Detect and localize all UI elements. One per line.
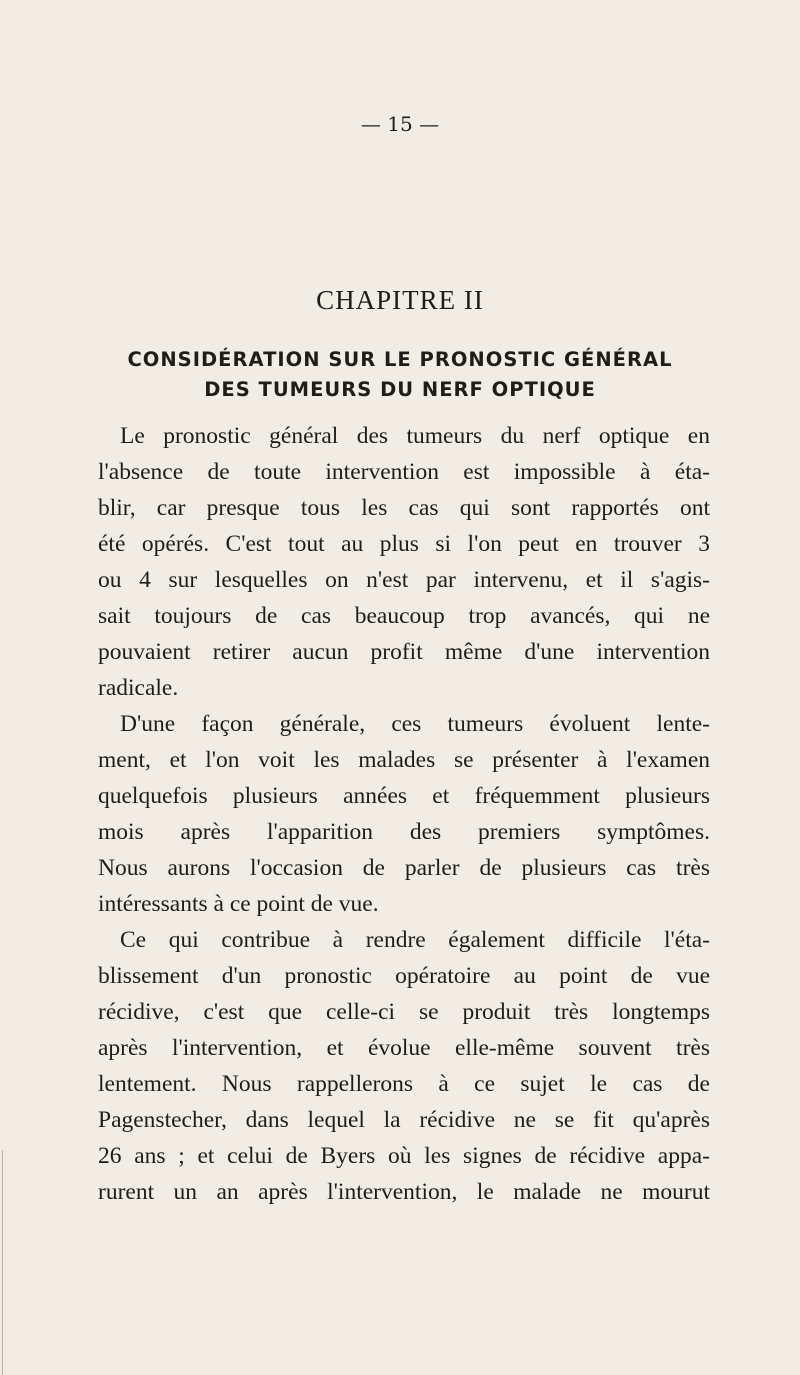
text-line: sait toujours de cas beaucoup trop avancés, qui ne — [98, 603, 710, 629]
text-line: Pagenstecher, dans lequel la récidive ne se fit qu'après — [98, 1107, 710, 1133]
text-line: blir, car presque tous les cas qui sont rapportés ont — [98, 495, 710, 521]
text-line: rurent un an après l'intervention, le malade ne mourut — [98, 1179, 710, 1205]
text-line: blissement d'un pronostic opératoire au point de vue — [98, 963, 710, 989]
page-edge-line — [2, 1150, 3, 1375]
text-line: après l'intervention, et évolue elle-même souvent très — [98, 1035, 710, 1061]
text-line: pouvaient retirer aucun profit même d'une intervention — [98, 639, 710, 665]
text-line: quelquefois plusieurs années et fréquemment plusieurs — [98, 783, 710, 809]
text-line: Le pronostic général des tumeurs du nerf optique en — [120, 423, 710, 449]
chapter-heading: CHAPITRE II — [316, 285, 484, 315]
text-line: récidive, c'est que celle-ci se produit très longtemps — [98, 999, 710, 1025]
text-line: ment, et l'on voit les malades se présenter à l'examen — [98, 747, 710, 773]
page-number: — 15 — — [360, 112, 440, 136]
chapter-title — [60, 345, 740, 405]
text-line: été opérés. C'est tout au plus si l'on peut en trouver 3 — [98, 531, 710, 557]
text-line: 26 ans ; et celui de Byers où les signes de récidive appa- — [98, 1143, 710, 1169]
title-line: CONSIDÉRATION SUR LE PRONOSTIC GÉNÉRAL — [127, 348, 673, 371]
title-line: DES TUMEURS DU NERF OPTIQUE — [204, 378, 596, 401]
text-line: lentement. Nous rappellerons à ce sujet le cas de — [98, 1071, 710, 1097]
text-line: intéressants à ce point de vue. — [98, 891, 379, 917]
text-line: ou 4 sur lesquelles on n'est par intervenu, et il s'agis- — [98, 567, 710, 593]
text-line: Ce qui contribue à rendre également difficile l'éta- — [120, 927, 710, 953]
text-line: Nous aurons l'occasion de parler de plusieurs cas très — [98, 855, 710, 881]
text-line: l'absence de toute intervention est impossible à éta- — [98, 459, 710, 485]
body-text — [98, 418, 710, 1210]
text-line: radicale. — [98, 675, 179, 701]
text-line: mois après l'apparition des premiers symptômes. — [98, 819, 710, 845]
text-line: D'une façon générale, ces tumeurs évoluent lente- — [120, 711, 710, 737]
